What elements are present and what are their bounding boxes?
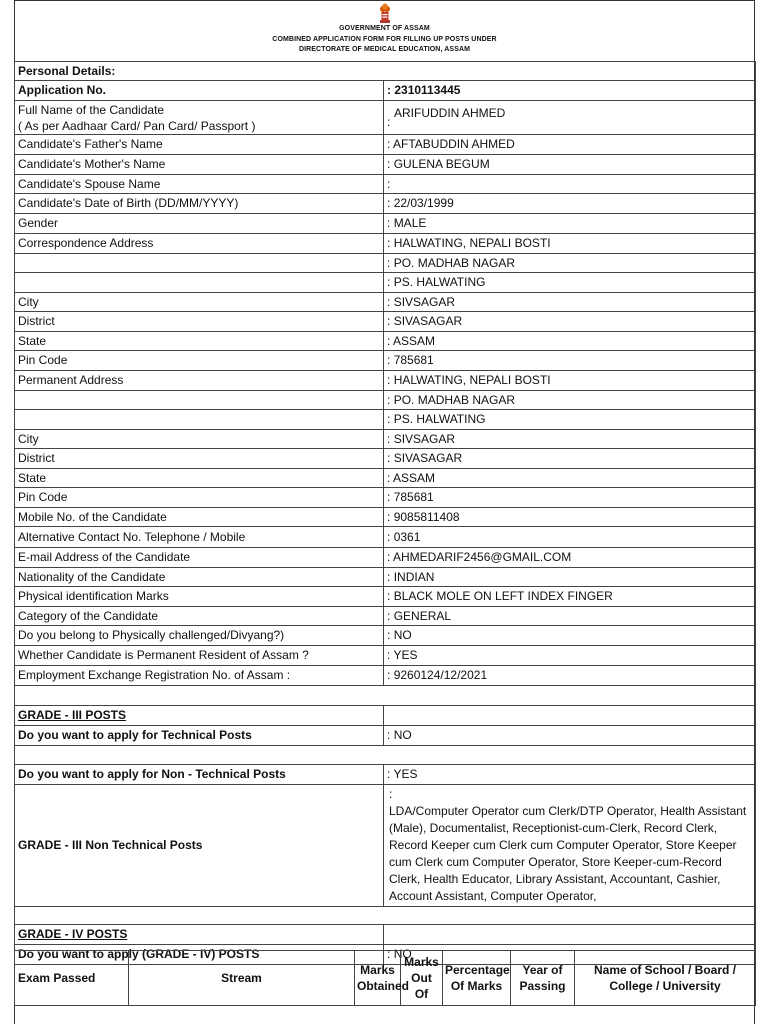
detail-row: [15, 527, 756, 548]
detail-row: [15, 254, 756, 273]
field-value: : SIVASAGAR: [384, 449, 756, 469]
field-label: Do you belong to Physically challenged/Divyang?): [15, 626, 384, 646]
exam-col-percentage: Percentage Of Marks: [443, 951, 511, 1006]
detail-row: [15, 548, 756, 568]
field-value: : ASSAM: [384, 332, 756, 351]
field-label: State: [15, 332, 384, 351]
field-label: District: [15, 449, 384, 469]
detail-row: [15, 626, 756, 646]
detail-row: [15, 371, 756, 391]
field-label: Do you want to apply for Non - Technical Posts: [15, 765, 384, 785]
exam-col-marks-out-of: Marks Out Of: [401, 951, 443, 1006]
field-label: E-mail Address of the Candidate: [15, 548, 384, 568]
field-label: GRADE - III Non Technical Posts: [15, 785, 384, 907]
field-label: Permanent Address: [15, 371, 384, 391]
field-value: : PS. HALWATING: [384, 410, 756, 430]
detail-row: [15, 194, 756, 214]
field-value: : PO. MADHAB NAGAR: [384, 254, 756, 273]
field-label: State: [15, 469, 384, 488]
field-value: : ARIFUDDIN AHMED: [384, 101, 756, 135]
detail-row: [15, 234, 756, 254]
field-value: : 0361: [384, 527, 756, 548]
blank-row: [15, 907, 756, 925]
field-value: : GULENA BEGUM: [384, 155, 756, 175]
field-label: Gender: [15, 214, 384, 234]
grade4-heading: GRADE - IV POSTS: [15, 925, 384, 945]
detail-row: [15, 214, 756, 234]
exam-col-year: Year of Passing: [511, 951, 575, 1006]
field-value: : PS. HALWATING: [384, 273, 756, 293]
field-label: Mobile No. of the Candidate: [15, 508, 384, 527]
detail-row: [15, 135, 756, 155]
field-value: : SIVSAGAR: [384, 430, 756, 449]
detail-row: [15, 587, 756, 607]
field-value: : 22/03/1999: [384, 194, 756, 214]
field-label: Physical identification Marks: [15, 587, 384, 607]
field-value: : 9260124/12/2021: [384, 666, 756, 686]
header-line-3: DIRECTORATE OF MEDICAL EDUCATION, ASSAM: [298, 46, 471, 53]
field-value: : YES: [384, 765, 756, 785]
detail-row: [15, 175, 756, 194]
blank-row: [15, 746, 756, 765]
field-label: [15, 254, 384, 273]
field-label: Candidate's Spouse Name: [15, 175, 384, 194]
field-value: : NO: [384, 626, 756, 646]
field-value: : HALWATING, NEPALI BOSTI: [384, 371, 756, 391]
exam-col-marks-obtained: Marks Obtained: [355, 951, 401, 1006]
blank-row: [15, 686, 756, 706]
field-label: Candidate's Date of Birth (DD/MM/YYYY): [15, 194, 384, 214]
grade4-heading-row: [15, 925, 756, 945]
detail-row: [15, 430, 756, 449]
field-value: : SIVSAGAR: [384, 293, 756, 312]
field-label: Employment Exchange Registration No. of Assam :: [15, 666, 384, 686]
field-value: : AFTABUDDIN AHMED: [384, 135, 756, 155]
detail-row: [15, 273, 756, 293]
field-label: Alternative Contact No. Telephone / Mobile: [15, 527, 384, 548]
section-title-row: [15, 62, 756, 81]
section-title: Personal Details:: [15, 62, 756, 81]
field-label: [15, 273, 384, 293]
detail-row: [15, 391, 756, 410]
field-label: Do you want to apply (GRADE - IV) POSTS: [15, 945, 384, 965]
field-value: : 2310113445: [384, 81, 756, 101]
grade3-posts-row: [15, 785, 756, 907]
detail-row: [15, 607, 756, 626]
field-label: Whether Candidate is Permanent Resident of Assam ?: [15, 646, 384, 666]
grade3-heading: GRADE - III POSTS: [15, 706, 384, 726]
field-value: : GENERAL: [384, 607, 756, 626]
field-value: : AHMEDARIF2456@GMAIL.COM: [384, 548, 756, 568]
field-label: District: [15, 312, 384, 332]
technical-posts-row: [15, 726, 756, 746]
field-label: [15, 391, 384, 410]
field-label: Candidate's Mother's Name: [15, 155, 384, 175]
field-value: : 9085811408: [384, 508, 756, 527]
field-label: City: [15, 293, 384, 312]
header-line-2: COMBINED APPLICATION FORM FOR FILLING UP POSTS UNDER: [272, 35, 497, 43]
field-value: : 785681: [384, 351, 756, 371]
field-label: Full Name of the Candidate ( As per Aadhaar Card/ Pan Card/ Passport ): [15, 101, 384, 135]
detail-row: [15, 666, 756, 686]
detail-row: [15, 293, 756, 312]
detail-row: [15, 469, 756, 488]
field-label: Application No.: [15, 81, 384, 101]
grade3-heading-row: [15, 706, 756, 726]
field-value: :: [384, 175, 756, 194]
field-label: Category of the Candidate: [15, 607, 384, 626]
field-label: City: [15, 430, 384, 449]
detail-row: [15, 488, 756, 508]
exam-table: [14, 950, 756, 1006]
detail-row: [15, 449, 756, 469]
field-label: Pin Code: [15, 488, 384, 508]
field-value: : 785681: [384, 488, 756, 508]
full-name-row: [15, 101, 756, 135]
field-label: Nationality of the Candidate: [15, 568, 384, 587]
nontechnical-posts-row: [15, 765, 756, 785]
field-value: : PO. MADHAB NAGAR: [384, 391, 756, 410]
detail-row: [15, 312, 756, 332]
application-no-row: [15, 81, 756, 101]
detail-row: [15, 568, 756, 587]
field-value: : HALWATING, NEPALI BOSTI: [384, 234, 756, 254]
field-label: [15, 410, 384, 430]
detail-row: [15, 508, 756, 527]
field-value: : ASSAM: [384, 469, 756, 488]
field-label: Pin Code: [15, 351, 384, 371]
detail-row: [15, 332, 756, 351]
grade3-posts-value: :LDA/Computer Operator cum Clerk/DTP Operator, Health Assistant (Male), Documentalist, Receptionist-cum-Clerk, Record Clerk, Record Keeper cum Clerk cum Computer Operator, Store Keeper cum Clerk cum Computer Operator, Store Keeper-cum-Record Clerk, Health Educator, Library Assistant, Accountant, Cashier, Account Assistant, Computer Operator,: [384, 785, 756, 907]
header-line-1: GOVERNMENT OF ASSAM: [339, 25, 430, 32]
detail-rows: [15, 135, 756, 686]
field-value: : NO: [384, 945, 756, 965]
field-value: : MALE: [384, 214, 756, 234]
exam-col-institution: Name of School / Board / College / University: [575, 951, 756, 1006]
detail-row: [15, 351, 756, 371]
detail-row: [15, 155, 756, 175]
field-value: : SIVASAGAR: [384, 312, 756, 332]
form-header: [15, 0, 754, 61]
field-label: Correspondence Address: [15, 234, 384, 254]
assam-state-emblem-icon: [374, 2, 396, 24]
field-value: : INDIAN: [384, 568, 756, 587]
field-label: Do you want to apply for Technical Posts: [15, 726, 384, 746]
exam-col-exam-passed: Exam Passed: [15, 951, 129, 1006]
field-value: : BLACK MOLE ON LEFT INDEX FINGER: [384, 587, 756, 607]
field-label: Candidate's Father's Name: [15, 135, 384, 155]
field-value: : YES: [384, 646, 756, 666]
exam-table-header: [15, 951, 756, 1006]
exam-col-stream: Stream: [129, 951, 355, 1006]
detail-row: [15, 646, 756, 666]
detail-row: [15, 410, 756, 430]
field-value: : NO: [384, 726, 756, 746]
personal-details-table: [14, 61, 756, 965]
